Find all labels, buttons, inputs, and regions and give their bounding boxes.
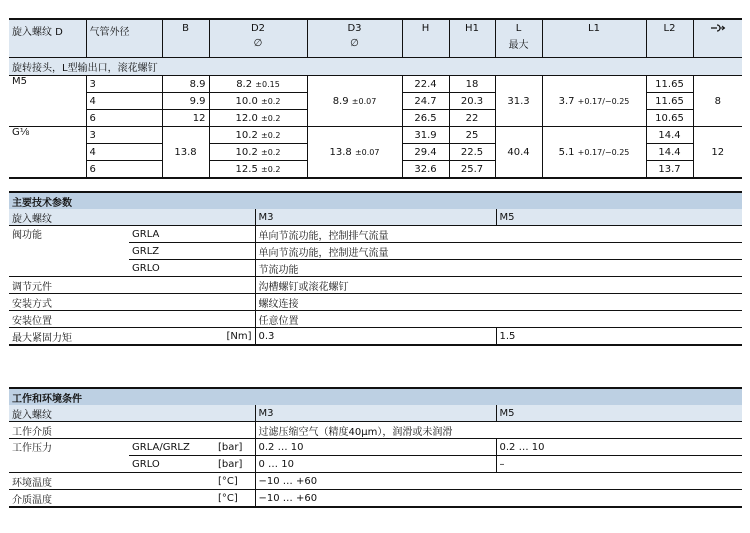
m3-header: M3 — [255, 209, 496, 226]
unit-cell: [°C] — [215, 473, 255, 490]
d2-value: 12.5 — [235, 163, 258, 175]
d2-tolerance: ±0.2 — [261, 147, 281, 157]
d2-value: 10.0 — [235, 95, 258, 107]
header-row — [9, 209, 742, 226]
row-label: 安装位置 — [9, 311, 255, 328]
col-header-tube-od: 气管外径 — [86, 19, 162, 58]
value-cell: 单向节流功能，控制排气流量 — [255, 226, 742, 243]
l2-cell: 11.65 — [646, 76, 693, 93]
h-cell: 26.5 — [402, 110, 449, 127]
tube-cell: 4 — [86, 93, 162, 110]
h1-cell: 25.7 — [449, 161, 495, 179]
section-title-row — [9, 388, 742, 405]
d2-value: 8.2 — [236, 78, 253, 90]
m5-header: M5 — [499, 211, 515, 223]
table-row — [9, 277, 742, 294]
tube-cell: 4 — [86, 144, 162, 161]
col-header-d3 — [307, 19, 402, 58]
unit-cell: [bar] — [215, 439, 255, 456]
tube-cell: 6 — [86, 110, 162, 127]
d2-tolerance: ±0.2 — [261, 130, 281, 140]
dimensions-table — [9, 18, 742, 179]
tech-params-table — [9, 191, 742, 346]
table-row — [9, 311, 742, 328]
wrench-icon — [710, 23, 726, 36]
m3-value: 0.3 — [255, 328, 496, 346]
value-cell: −10 … +60 — [255, 473, 742, 490]
value-cell: 螺纹连接 — [255, 294, 742, 311]
col-header-d2-label: D2 — [250, 23, 266, 34]
row-label: 调节元件 — [9, 277, 255, 294]
d3-value: 8.9 — [332, 95, 349, 107]
env-conditions-table — [9, 387, 742, 508]
l1-cell — [542, 76, 646, 127]
l-cell: 31.3 — [495, 76, 542, 127]
tube-cell: 6 — [86, 161, 162, 179]
d2-cell — [209, 76, 307, 93]
h-cell: 22.4 — [402, 76, 449, 93]
d2-cell — [209, 144, 307, 161]
l2-cell: 11.65 — [646, 93, 693, 110]
l2-cell: 10.65 — [646, 110, 693, 127]
row-label: 工作介质 — [9, 422, 255, 439]
h-cell: 24.7 — [402, 93, 449, 110]
model-cell: GRLO — [129, 456, 215, 473]
m5-value: 1.5 — [499, 330, 516, 342]
d3-value: 13.8 — [329, 146, 352, 158]
d2-tolerance: ±0.15 — [255, 79, 280, 89]
h-cell: 29.4 — [402, 144, 449, 161]
l1-value: 5.1 — [558, 146, 575, 158]
col-header-l1: L1 — [542, 19, 646, 58]
l1-tolerance: +0.17/−0.25 — [577, 96, 630, 106]
h1-cell: 18 — [449, 76, 495, 93]
d2-tolerance: ±0.2 — [261, 164, 281, 174]
product-variant-label: 旋转接头，L型输出口，滚花螺钉 — [9, 58, 742, 76]
l1-cell — [542, 127, 646, 179]
header-row — [9, 405, 742, 422]
l2-cell: 13.7 — [646, 161, 693, 179]
row-label: 环境温度 — [9, 473, 215, 490]
col-header-d2 — [209, 19, 307, 58]
d2-value: 12.0 — [235, 112, 258, 124]
model-cell: GRLO — [129, 260, 215, 277]
h-cell: 31.9 — [402, 127, 449, 144]
table-row — [9, 226, 742, 243]
dimensions-header-row — [9, 19, 742, 58]
thread-cell: G⅛ — [9, 127, 86, 179]
b-cell: 9.9 — [162, 93, 209, 110]
l-cell: 40.4 — [495, 127, 542, 179]
tech-params-title: 主要技术参数 — [9, 192, 742, 209]
diameter-symbol: ∅ — [350, 38, 359, 49]
table-row — [9, 439, 742, 456]
d2-cell — [209, 127, 307, 144]
table-row — [9, 490, 742, 508]
col-header-h1: H1 — [449, 19, 495, 58]
h-cell: 32.6 — [402, 161, 449, 179]
col-header-thread: 旋入螺纹 D — [9, 19, 86, 58]
unit-cell: [Nm] — [215, 328, 255, 346]
d2-value: 10.2 — [235, 129, 258, 141]
table-row — [9, 473, 742, 490]
d3-cell — [307, 76, 402, 127]
row-label: 最大紧固力矩 — [12, 332, 72, 344]
d3-cell — [307, 127, 402, 179]
wrench-size-cell: 12 — [693, 127, 742, 179]
col-header-l2: L2 — [646, 19, 693, 58]
valve-function-label: 阀功能 — [9, 226, 129, 277]
d2-cell — [209, 93, 307, 110]
model-cell: GRLZ — [129, 243, 215, 260]
m5-header: M5 — [499, 407, 515, 419]
tube-cell: 3 — [86, 127, 162, 144]
diameter-symbol: ∅ — [253, 38, 263, 49]
h1-cell: 22.5 — [449, 144, 495, 161]
value-cell: 任意位置 — [255, 311, 742, 328]
d3-tolerance: ±0.07 — [351, 96, 377, 106]
thread-header-label: 旋入螺纹 — [9, 209, 255, 226]
l1-tolerance: +0.17/−0.25 — [577, 147, 630, 157]
thread-header-label: 旋入螺纹 — [9, 405, 255, 422]
table-row — [9, 127, 742, 144]
dimensions-subheader-row — [9, 58, 742, 76]
l2-cell: 14.4 — [646, 127, 693, 144]
table-row — [9, 328, 742, 346]
thread-cell: M5 — [9, 76, 86, 127]
d2-cell — [209, 110, 307, 127]
row-label: 工作压力 — [9, 439, 129, 473]
wrench-size-cell: 8 — [693, 76, 742, 127]
unit-cell: [°C] — [215, 490, 255, 508]
value-cell: 沟槽螺钉或滚花螺钉 — [255, 277, 742, 294]
m5-value: 0.2 … 10 — [496, 439, 742, 456]
d3-tolerance: ±0.07 — [354, 147, 380, 157]
l1-value: 3.7 — [558, 95, 575, 107]
col-header-l-label: L — [515, 23, 522, 34]
h1-cell: 22 — [449, 110, 495, 127]
m3-value: 0 … 10 — [255, 456, 496, 473]
h1-cell: 20.3 — [449, 93, 495, 110]
value-cell: −10 … +60 — [258, 492, 318, 504]
col-header-h: H — [402, 19, 449, 58]
d2-tolerance: ±0.2 — [261, 96, 281, 106]
model-cell: GRLA/GRLZ — [129, 439, 215, 456]
l2-cell: 14.4 — [646, 144, 693, 161]
d2-cell — [209, 161, 307, 179]
h1-cell: 25 — [449, 127, 495, 144]
m5-value: – — [496, 456, 742, 473]
tube-cell: 3 — [86, 76, 162, 93]
col-header-l-sub: 最大 — [508, 40, 529, 51]
section-title-row — [9, 192, 742, 209]
env-conditions-title: 工作和环境条件 — [9, 388, 742, 405]
col-header-d3-label: D3 — [347, 23, 362, 34]
table-row — [9, 76, 742, 93]
b-cell: 8.9 — [162, 76, 209, 93]
b-cell: 12 — [162, 110, 209, 127]
table-row — [9, 294, 742, 311]
model-cell: GRLA — [129, 226, 215, 243]
b-cell: 13.8 — [162, 127, 209, 179]
m3-header: M3 — [255, 405, 496, 422]
row-label: 介质温度 — [12, 494, 52, 506]
row-label: 安装方式 — [9, 294, 255, 311]
unit-cell: [bar] — [215, 456, 255, 473]
col-header-b: B — [162, 19, 209, 58]
col-header-wrench — [693, 19, 742, 58]
d2-tolerance: ±0.2 — [261, 113, 281, 123]
table-row — [9, 422, 742, 439]
value-cell: 单向节流功能，控制进气流量 — [255, 243, 742, 260]
value-cell: 节流功能 — [255, 260, 742, 277]
value-cell: 过滤压缩空气（精度40μm），润滑或未润滑 — [255, 422, 742, 439]
m3-value: 0.2 … 10 — [255, 439, 496, 456]
d2-value: 10.2 — [235, 146, 258, 158]
col-header-l — [495, 19, 542, 58]
